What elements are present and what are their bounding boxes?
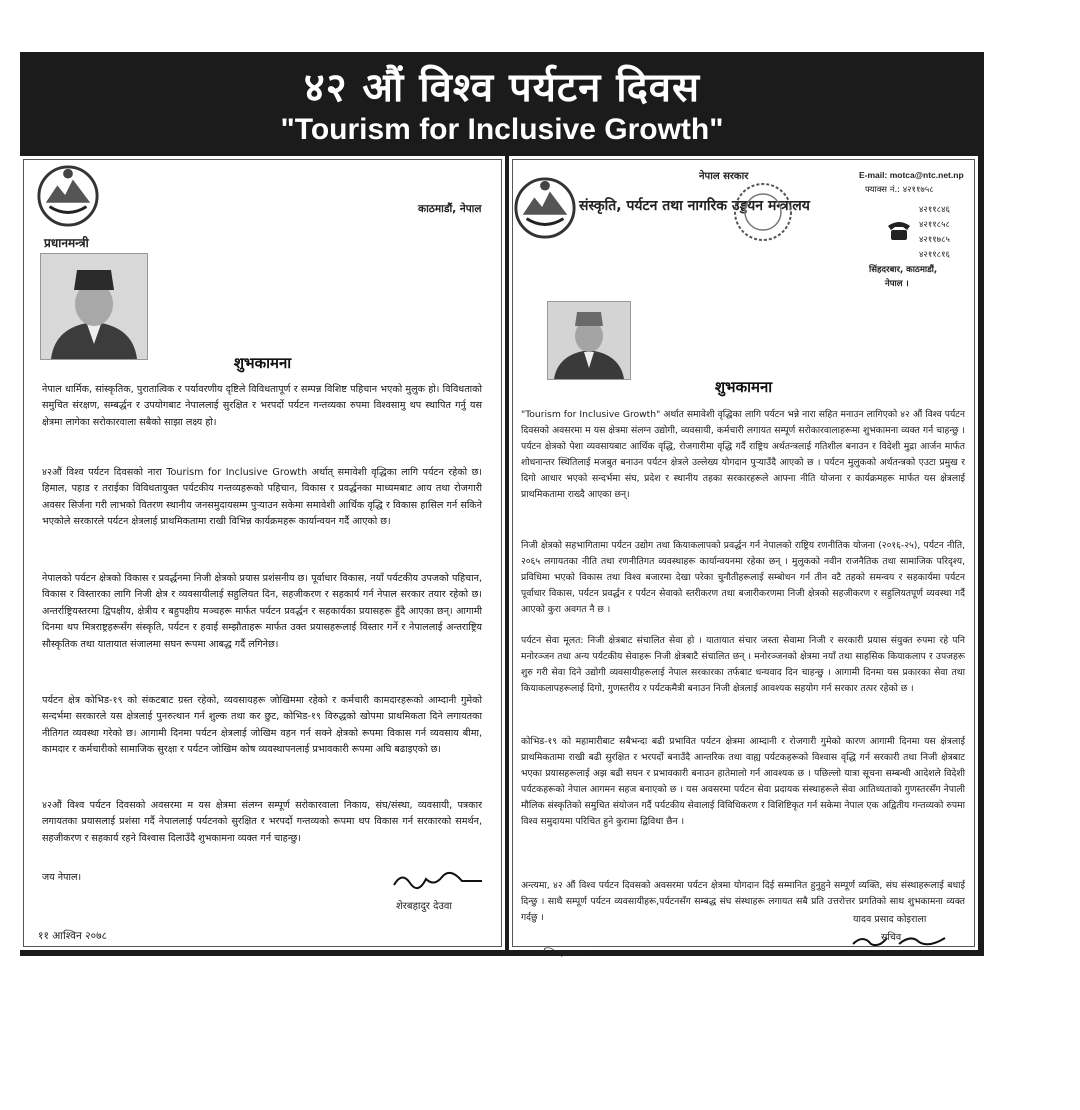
ministry-email: E-mail: motca@ntc.net.np [859, 170, 964, 180]
pm-signature-icon [390, 867, 486, 893]
govt-label: नेपाल सरकार [699, 171, 749, 182]
secretary-title: सचिव [881, 932, 902, 943]
pm-paragraph-5: ४२औं विश्व पर्यटन दिवसको अवसरमा म यस क्षेत्रमा संलग्न सम्पूर्ण सरोकारवाला निकाय, संघ/संस्था, व्यवसायी, पत्रकार लगायतका प्रयासलाई प्रशंसा गर्दै नेपाललाई पर्यटनको सुरक्षित र भरपर्दो गन्तव्यको रूपमा थप विकास गर्न सरकारको समर्थन, सहजीकरण र सहकार्य रहने विश्वास दिलाउँदै शुभकामना व्यक्त गर्न चाहन्छु। [42, 800, 482, 844]
pm-signatory-name: शेरबहादुर देउवा [396, 901, 453, 912]
ministry-name: संस्कृति, पर्यटन तथा नागरिक उड्डयन मन्त्रालय [579, 198, 810, 214]
ministry-paragraph-1: "Tourism for Inclusive Growth" अर्थात समावेशी वृद्धिका लागि पर्यटन भन्ने नारा सहित मनाउन लागिएको ४२ औं विश्व पर्यटन दिवसको अवसरमा म यस क्षेत्रमा संलग्न उद्योगी, व्यवसायी, कर्मचारी लगायत सम्पूर्ण सरोकारवालाहरूमा शुभकामना व्यक्त गर्न चाहन्छु । पर्यटन क्षेत्रको पेशा व्यवसायबाट आर्थिक वृद्धि, रोजगारीमा वृद्धि गर्दै राष्ट्रिय अर्थतन्त्रलाई गतिशील बनाउन र विदेशी मुद्रा आर्जन मार्फत शोधनान्तर स्थितिलाई मजबुत बनाउन पर्यटन क्षेत्रले उल्लेख्य योगदान पुऱ्याउँदै आएको छ । पर्यटन मुलुकको अर्थतन्त्रको एउटा प्रमुख र दिगो आधार भएको सन्दर्भमा संघ, प्रदेश र स्थानीय तहका सरकारहरूले आफ्ना नीति योजना र कार्यक्रमहरू मार्फत यस क्षेत्रलाई प्राथमिकतामा राख्दै आएका छन्। [521, 409, 965, 500]
pm-paragraph-2: ४२औं विश्व पर्यटन दिवसको नारा Tourism for Inclusive Growth अर्थात् समावेशी वृद्धिका लागि पर्यटन रहेको छ। हिमाल, पहाड र तराईका विविधतायुक्त पर्यटकीय गन्तव्यहरूको पहिचान, विकास र प्रवर्द्धनका माध्यमबाट आय तथा रोजगारी अवसर सिर्जना गरी लाभको वितरण स्थानीय जनसमुदायसम्म पुऱ्याउन सकेमा समावेशी आर्थिक वृद्धि र विकास हासिल गर्न सकिने भएकोले सरकारले पर्यटन क्षेत्रलाई प्राथमिकतामा राखी विभिन्न कार्यक्रमहरू कार्यान्वयन गर्दै आएको छ। [42, 467, 482, 528]
phone-number: ४२११७८५ [919, 235, 950, 245]
banner [20, 52, 984, 156]
banner-subtitle: "Tourism for Inclusive Growth" [280, 113, 724, 146]
nepal-emblem-icon [36, 164, 100, 228]
secretary-name: यादव प्रसाद कोइराला [853, 914, 927, 925]
pm-heading: शुभकामना [233, 354, 292, 372]
secretary-photo [547, 301, 631, 380]
pm-paragraph-4: पर्यटन क्षेत्र कोभिड-१९ को संकटबाट ग्रस्त रहेको, व्यवसायहरू जोखिममा रहेको र कर्मचारी कामदारहरूको आम्दानी गुमेको सन्दर्भमा सरकारले यस क्षेत्रलाई पुनरुत्थान गर्न शुल्क तथा कर छुट, कोभिड-१९ विरुद्धको खोपमा प्राथमिकता दिने लगायतका नीतिगत व्यवस्था गरेको छ। आगामी दिनमा पर्यटन क्षेत्रलाई जोखिम वहन गर्न सक्ने क्षेत्रको रूपमा विकास गर्न व्यवसाय बीमा, कामदार र कर्मचारीको सामाजिक सुरक्षा र पर्यटन जोखिम कोष व्यवस्थापनलाई प्रभावकारी रूपमा अघि बढाइएको छ। [42, 695, 482, 756]
secretary-signature-icon [849, 932, 959, 950]
nepal-emblem-icon [513, 176, 577, 240]
pm-paragraph-1: नेपाल धार्मिक, सांस्कृतिक, पुरातात्विक र पर्यावरणीय दृष्टिले विविधतापूर्ण र सम्पन्न विशिष्ट पहिचान भएको मुलुक हो। विविधताको समुचित संरक्षण, सम्बर्द्धन र उपयोगबाट नेपाललाई सुरक्षित र भरपर्दो पर्यटन गन्तव्यका रुपमा विश्वसामु थप स्थापित गर्नु यस क्षेत्रमा लागेका सरोकारवाला सबैको साझा लक्ष्य हो। [42, 384, 482, 428]
phone-number: ४२११८४६ [919, 205, 950, 215]
pm-paragraph-3: नेपालको पर्यटन क्षेत्रको विकास र प्रवर्द्धनमा निजी क्षेत्रको प्रयास प्रशंसनीय छ। पूर्वाधार विकास, नयाँ पर्यटकीय उपजको पहिचान, विकास र विस्तारका लागि निजी क्षेत्र र व्यवसायीलाई सहुलियत दिन, सहजीकरण र सहकार्य गर्न नेपाल सरकार तयार रहेको छ। अन्तर्राष्ट्रियस्तरमा द्विपक्षीय, क्षेत्रीय र बहुपक्षीय मञ्चहरू मार्फत पर्यटन प्रवर्द्धन र सहकार्यका प्रयासहरू हुँदै आएका छन्। आगामी दिनमा थप मित्रराष्ट्रहरूसँग संस्कृति, पर्यटन र हवाई सम्झौताहरू मार्फत उक्त प्रयासहरूलाई विस्तार गर्ने र नेपाललाई अन्तराष्ट्रिय सौस्कृतिक तथा यातायात संजालमा सघन रूपमा आबद्ध गर्दै लगिनेछ। [42, 573, 482, 650]
pm-office-label: प्रधानमन्त्री [44, 236, 89, 250]
newspaper-ad-frame [20, 52, 984, 959]
ministry-heading: शुभकामना [714, 378, 773, 396]
phone-number: ४२११८१६ [919, 250, 950, 260]
ministry-paragraph-5: अन्त्यमा, ४२ औं विश्व पर्यटन दिवसको अवसरमा पर्यटन क्षेत्रमा योगदान दिई सम्मानित हुनुहुने सम्पूर्ण व्यक्ति, संघ संस्थाहरूलाई बधाई दिन्छु । साथै सम्पूर्ण पर्यटन व्यवसायीहरू,पर्यटनसँग सम्बद्ध संघ संस्थाहरू लगायत सबै प्रति उत्तरोत्तर प्रगतिको साथ शुभकामना व्यक्त गर्दछु । [521, 880, 965, 923]
pm-message-column [20, 156, 505, 950]
pm-paragraph-6: जय नेपाल। [42, 872, 82, 883]
ministry-message-column [509, 156, 978, 959]
pm-date: ११ आश्विन २०७८ [38, 930, 108, 942]
telephone-icon [885, 216, 913, 244]
banner-title: ४२ औं विश्व पर्यटन दिवस [303, 65, 701, 111]
ministry-fax: फ्याक्स नं.: ४२११७५८ [865, 185, 934, 195]
pm-photo [40, 253, 148, 360]
ministry-paragraph-2: निजी क्षेत्रको सहभागितामा पर्यटन उद्योग तथा कियाकलापको प्रवर्द्धन गर्न नेपालको राष्ट्रिय रणनीतिक योजना (२०१६-२५), पर्यटन नीति, २०६५ लगायतका नीति तथा रणनीतिगत व्यवस्थाहरू कार्यान्वयनमा रहेका छन् । मुलुकको नवीन राजनैतिक तथा सामाजिक परिदृश्य, प्रविधिमा भएको विकास तथा विश्व बजारमा देखा परेका चुनौतीहरूलाई सम्बोधन गर्न तीन वटै तहको समन्वय र सहकार्यमा पर्यटन पूर्वाधार विकास, पर्यटन प्रवर्द्धन र पर्यटन सेवाको स्तरीकरण तथा बजारीकरणमा निजी क्षेत्रको सहजीकरण र सहुलियतपूर्ण व्यवस्था गर्दै आएको कुरा अवगत नै छ । [521, 540, 965, 615]
ministry-date: ११ आश्विन, २०७८ [521, 948, 587, 959]
phone-number: ४२११८५८ [919, 220, 950, 230]
ministry-address-line2: नेपाल । [885, 279, 909, 289]
ministry-address-line1: सिंहदरबार, काठमाडौं, [869, 265, 938, 275]
pm-location: काठमाडौं, नेपाल [418, 203, 482, 215]
ministry-paragraph-4: कोभिड-१९ को महामारीबाट सबैभन्दा बढी प्रभावित पर्यटन क्षेत्रमा आम्दानी र रोजगारी गुमेको कारण आगामी दिनमा यस क्षेत्रलाई प्राथमिकतामा राखी बढी सुरक्षित र भरपर्दो बनाउँदै आन्तरिक तथा वाह्य पर्यटकहरूको विश्वास वृद्धि गर्न सरकारी तथा निजी क्षेत्रबाट भएका प्रयासहरूलाई अझ बढी सघन र प्रभावकारी बनाउन हातेमालो गर्न आवश्यक छ । पछिल्लो यात्रा सूचना सम्बन्धी आदेशले विदेशी पर्यटकहरूको नेपाल आगमन सहज बनाएको छ । यस अवसरमा पर्यटन सेवा प्रदायक संस्थाहरूले सेवा आतिथ्यताको गुणस्तरसँग नेपाली मौलिक संस्कृतिको समुचित संयोजन गर्दै पर्यटकीय सेवालाई विविधिकरण र विशिष्टिकृत गर्न सकेमा नेपाल एक अद्वितीय गन्तव्यको रुपमा विश्व समुदायमा परिचित हुने कुरामा द्विविधा छैन । [521, 736, 965, 827]
office-stamp-icon [731, 180, 795, 244]
ministry-paragraph-3: पर्यटन सेवा मूलत: निजी क्षेत्रबाट संचालित सेवा हो । यातायात संचार जस्ता सेवामा निजी र सरकारी प्रयास संयुक्त रुपमा रहे पनि मनोरञ्जन तथा अन्य पर्यटकीय सेवाहरू निजी क्षेत्रबाटै संचालित छन् । मनोरञ्जनको क्षेत्रमा नयाँ तथा साहसिक कियाकलाप र उपजहरू शुरु गरी सेवा दिने उद्योगी व्यवसायीहरूलाई नेपाल सरकारका तर्फबाट धन्यवाद दिन चाहन्छु । आगामी दिनमा यस प्रकारका सेवा तथा कियाकलापहरूलाई दिगो, गुणस्तरीय र पर्यटकमैत्री बनाउन निजी क्षेत्रलाई आवश्यक सहयोग गर्न सरकार तत्पर रहेको छ । [521, 635, 965, 694]
